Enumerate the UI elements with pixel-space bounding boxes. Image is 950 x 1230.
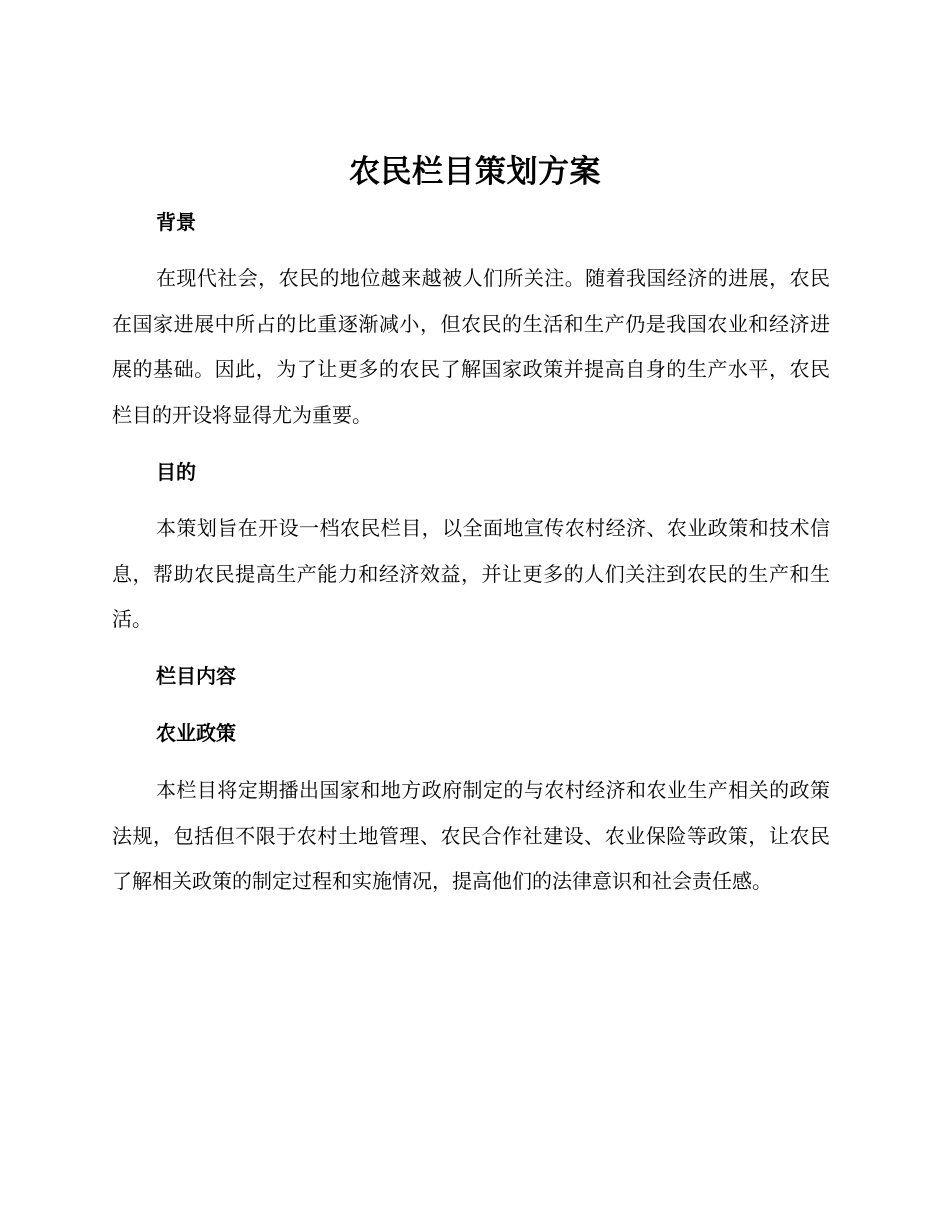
paragraph-agricultural-policy: 本栏目将定期播出国家和地方政府制定的与农村经济和农业生产相关的政策法规，包括但不限于农村土地管理、农民合作社建设、农业保险等政策，让农民了解相关政策的制定过程和实施情况，提高他们的法律意识和社会责任感。 [112,778,830,893]
section-heading-purpose: 目的 [156,460,196,484]
paragraph-purpose: 本策划旨在开设一档农民栏目，以全面地宣传农村经济、农业政策和技术信息，帮助农民提高生产能力和经济效益，并让更多的人们关注到农民的生产和生活。 [112,516,830,631]
paragraph-background: 在现代社会，农民的地位越来越被人们所关注。随着我国经济的进展，农民在国家进展中所占的比重逐渐减小，但农民的生活和生产仍是我国农业和经济进展的基础。因此，为了让更多的农民了解国家政策并提高自身的生产水平，农民栏目的开设将显得尤为重要。 [112,266,830,427]
section-heading-column-content: 栏目内容 [156,664,236,688]
document-title: 农民栏目策划方案 [349,154,601,190]
section-heading-agricultural-policy: 农业政策 [156,721,236,745]
section-heading-background: 背景 [156,210,196,234]
